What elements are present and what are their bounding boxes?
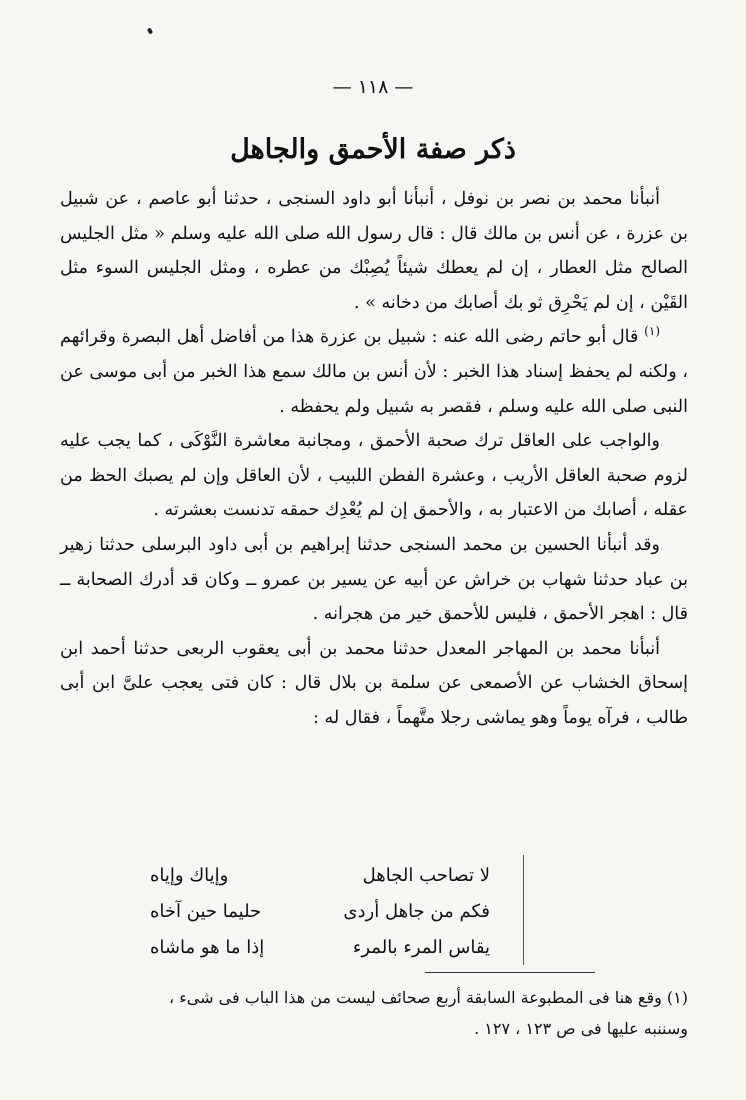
paragraph-narration: وقد أنبأنا الحسين بن محمد السنجى حدثنا إبراهيم بن أبى داود البرسلى حدثنا زهير بن عباد حدثنا شهاب بن خراش عن أبيه عن يسير بن عمرو ــ وكان قد أدرك الصحابة ــ قال : اهجر الأحمق ، فليس للأحمق خير من هجرانه . [60, 534, 688, 625]
verse-first-hemistich: يقاس المرء بالمرء [352, 937, 490, 958]
footnote-divider [425, 972, 595, 973]
verse-second-hemistich: إذا ما هو ماشاه [150, 937, 265, 958]
paragraph-commentary-text: قال أبو حاتم رضى الله عنه : شبيل بن عزرة هذا من أفاضل أهل البصرة وقرائهم ، ولكنه لم يحفظ إسناد هذا الخبر : لأن أنس بن مالك سمع هذا الخبر من أبى موسى عن النبى صلى الله عليه وسلم ، فقصر به شبيل ولم يحفظه . [60, 327, 688, 417]
footnote-reference: (١) [644, 324, 660, 339]
paragraph-commentary [60, 320, 688, 424]
poem-verse [150, 930, 490, 966]
paragraph-hadith: أنبأنا محمد بن نصر بن نوفل ، أنبأنا أبو داود السنجى ، حدثنا أبو عاصم ، عن شبيل بن عزرة ، عن أنس بن مالك قال : قال رسول الله صلى الله عليه وسلم « مثل الجليس الصالح مثل العطار ، إن لم يعطك شيئاً يُصِبْك من عطره ، ومثل الجليس السوء مثل القَيْن ، إن لم يَحْرِق ثو بك أصابك من دخانه » . [60, 189, 688, 313]
verse-first-hemistich: لا تصاحب الجاهل [362, 865, 490, 886]
verse-second-hemistich: وإياك وإياه [150, 865, 229, 886]
paragraph-duty: والواجب على العاقل ترك صحبة الأحمق ، ومجانبة معاشرة النَّوْكَى ، كما يجب عليه لزوم صحبة العاقل الأريب ، وعشرة الفطن اللبيب ، لأن العاقل وإن لم يصبك الحظ من عقله ، أصابك من الاعتبار به ، والأحمق إن لم يُعْدِك حمقه تدنست بعشرته . [60, 431, 688, 521]
section-title: ذكر صفة الأحمق والجاهل [230, 134, 516, 165]
poem-verse [150, 858, 490, 894]
ink-speck [147, 27, 153, 34]
poem [150, 858, 490, 966]
verse-first-hemistich: فكم من جاهل أردى [343, 901, 490, 922]
footnote-line: (١) وقع هنا فى المطبوعة السابقة أربع صحائف ليست من هذا الباب فى شىء ، [169, 988, 688, 1007]
verse-second-hemistich: حليما حين آخاه [150, 901, 262, 922]
page-number: — ١١٨ — [332, 76, 414, 98]
footnote-line: وسننبه عليها فى ص ١٢٣ ، ١٢٧ . [474, 1019, 688, 1038]
paragraph-poem-intro: أنبأنا محمد بن المهاجر المعدل حدثنا محمد بن أبى يعقوب الربعى حدثنا أحمد ابن إسحاق الخشاب عن الأصمعى عن سلمة بن بلال قال : كان فتى يعجب علىَّ ابن أبى طالب ، فرآه يوماً وهو يماشى رجلا متَّهماً ، فقال له : [60, 638, 688, 728]
verse-rule [523, 855, 524, 965]
poem-verse [150, 894, 490, 930]
body-text [60, 182, 688, 736]
footnote [60, 982, 688, 1044]
